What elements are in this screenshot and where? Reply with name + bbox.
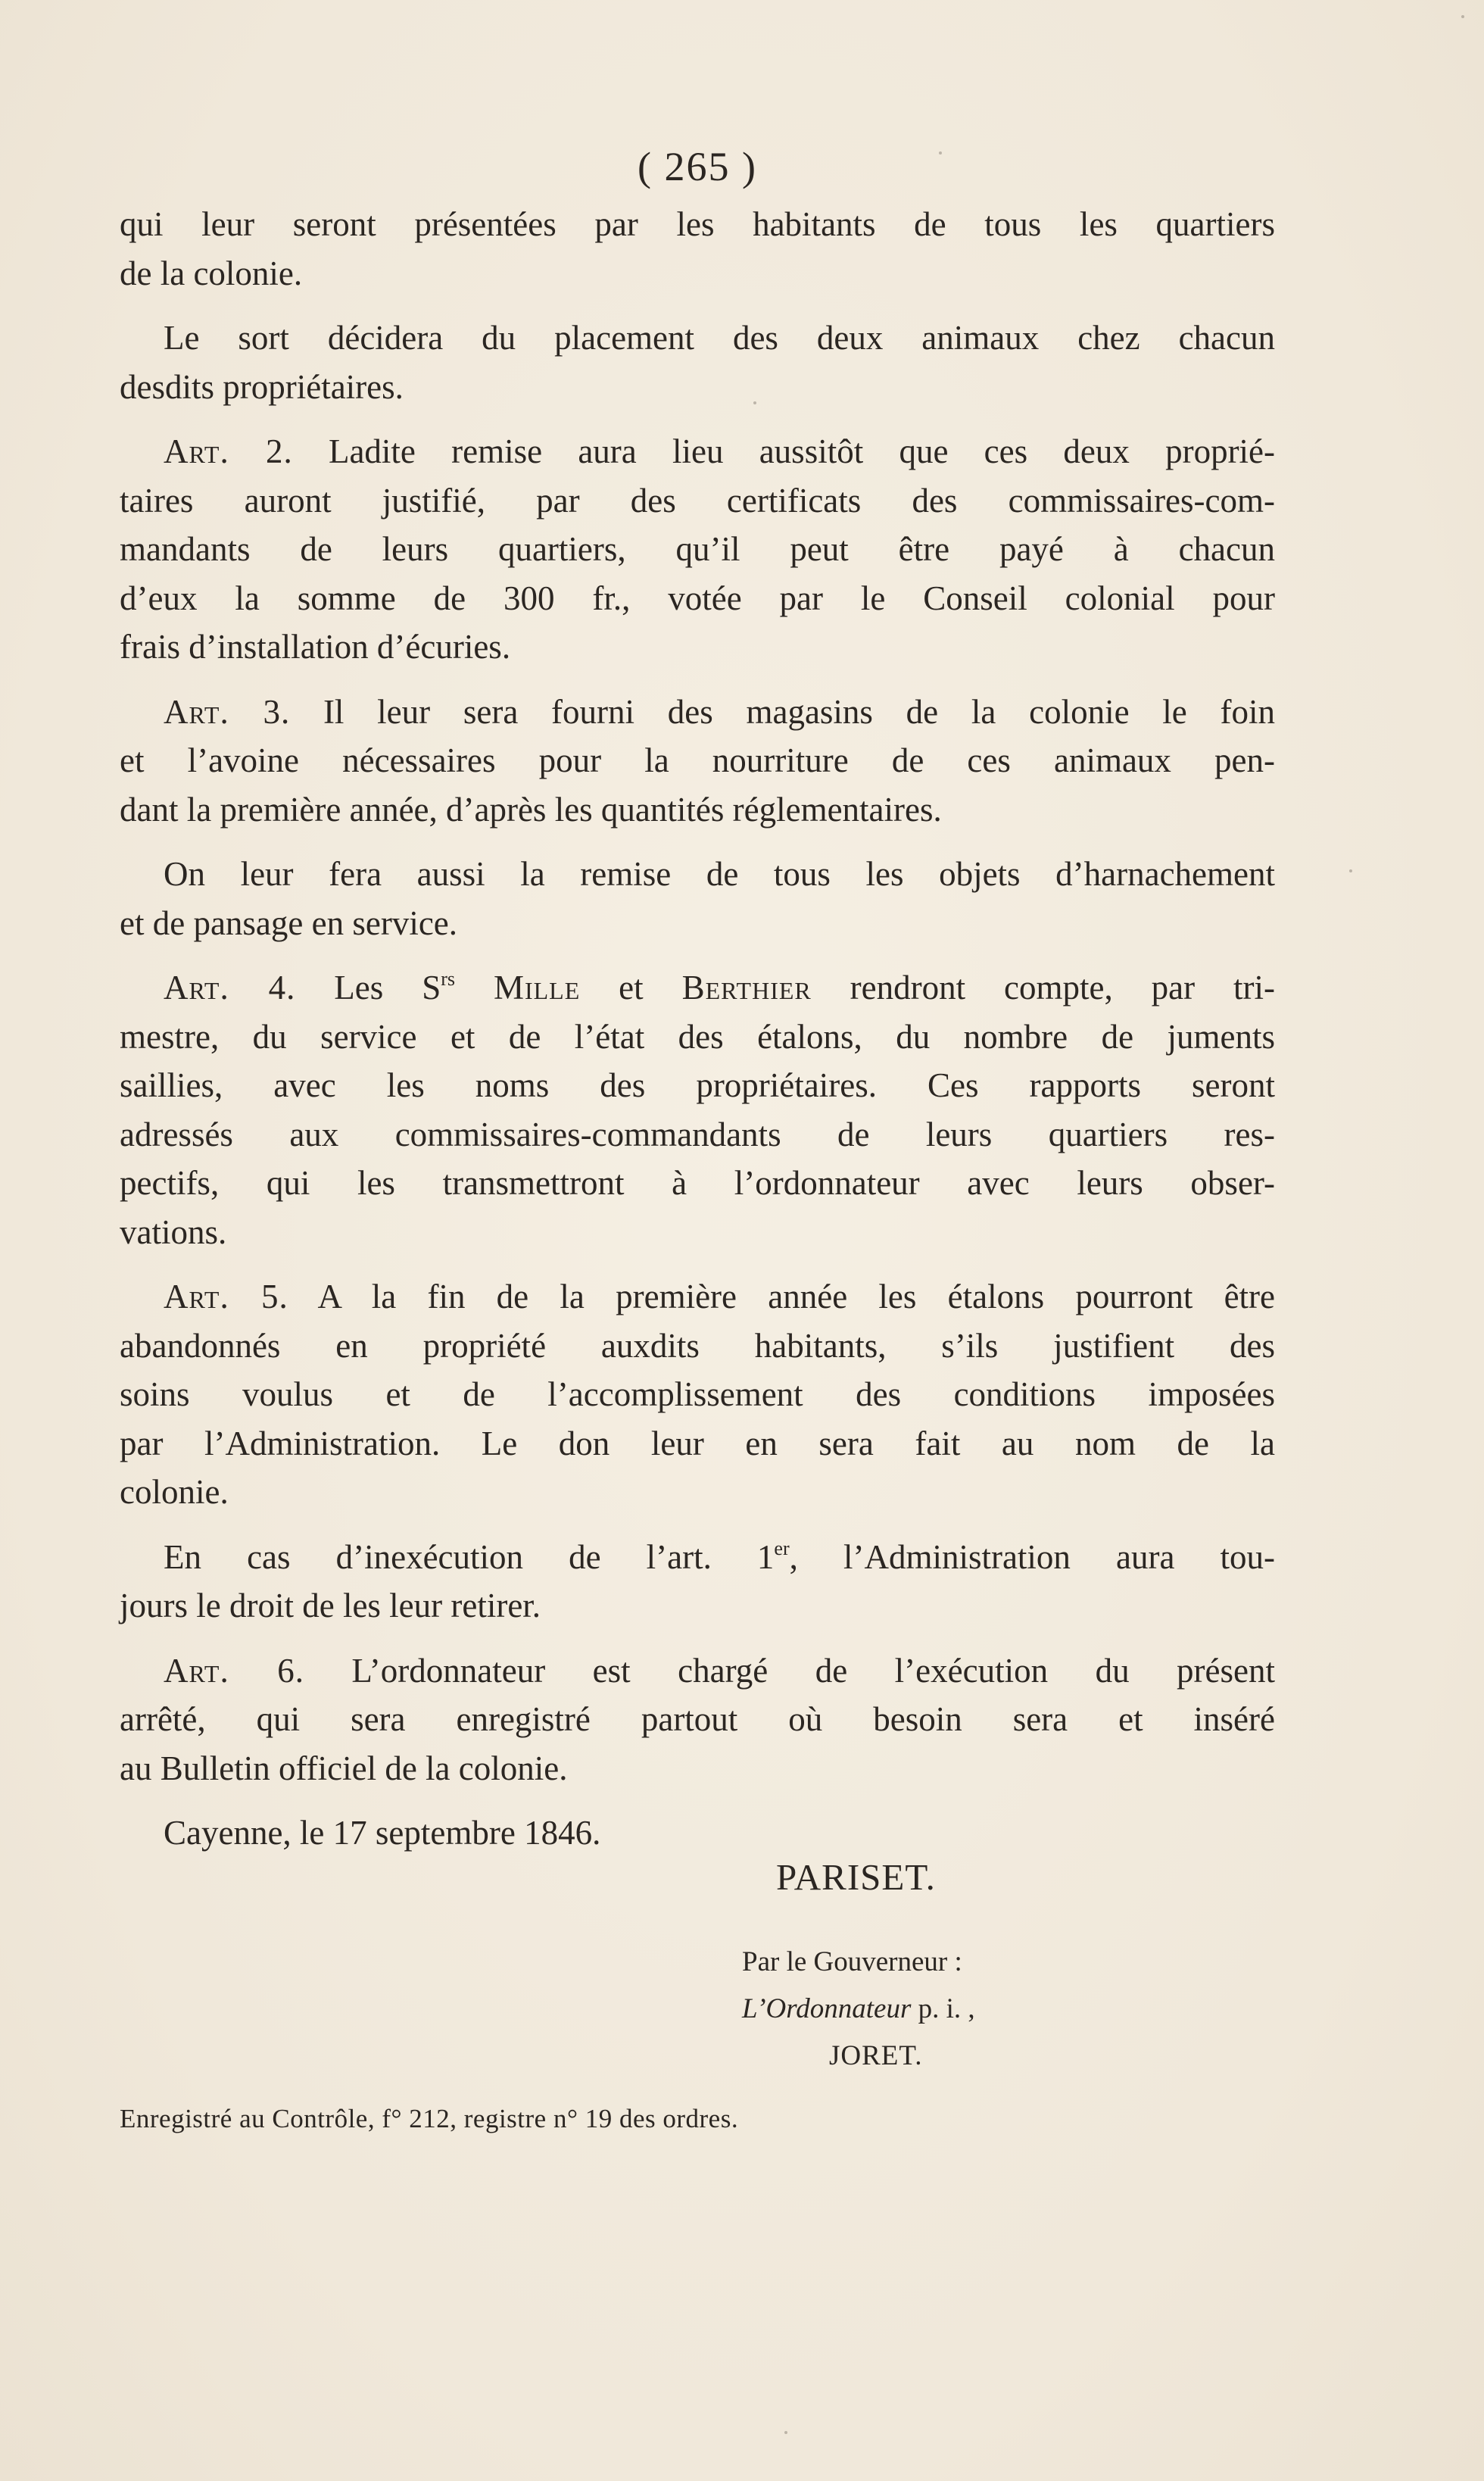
text-line: Cayenne, le 17 septembre 1846. (164, 1814, 601, 1852)
paper-speck (1349, 869, 1352, 872)
text-line: colonie. (120, 1473, 229, 1511)
text-line (120, 963, 1275, 1013)
paragraph-revocation (120, 1533, 1275, 1631)
text-line (120, 1533, 1275, 1582)
text-line (120, 1272, 1275, 1322)
text-line: vations. (120, 1212, 227, 1251)
text-line: mestre, du service et de l’état des étalons, du nombre de juments (120, 1017, 1275, 1056)
text-line: qui leur seront présentées par les habitants de tous les quartiers (120, 205, 1275, 243)
countersign-title-plain: p. i. , (911, 1993, 975, 2024)
article-label: Art. 4. (164, 969, 296, 1006)
registration-note: Enregistré au Contrôle, f° 212, registre n° 19 des ordres. (120, 2104, 739, 2133)
text-line (120, 1646, 1275, 1696)
page-number: ( 265 ) (638, 144, 757, 189)
paper-speck (1461, 15, 1464, 18)
text-line: d’eux la somme de 300 fr., votée par le Conseil colonial pour (120, 579, 1275, 617)
paper-speck (939, 151, 942, 154)
article-label: Art. 3. (164, 692, 291, 731)
text-segment: , l’Administration aura tou- (789, 1537, 1275, 1576)
text-line: et de pansage en service. (120, 903, 458, 942)
paragraph-continuation (120, 200, 1275, 298)
paper-speck (753, 401, 756, 404)
text-line (120, 688, 1275, 737)
text-line: saillies, avec les noms des propriétaires. Ces rapports seront (120, 1066, 1275, 1104)
text-line: adressés aux commissaires-commandants de leurs quartiers res- (120, 1115, 1275, 1153)
paper-speck (784, 2431, 787, 2434)
text-line: desdits propriétaires. (120, 367, 404, 406)
article-2 (120, 427, 1275, 672)
text-segment: Il leur sera fourni des magasins de la colonie le foin (290, 692, 1275, 731)
text-line: et l’avoine nécessaires pour la nourriture de ces animaux pen- (120, 741, 1275, 779)
article-label: Art. 5. (164, 1278, 288, 1315)
superscript: er (774, 1537, 790, 1559)
paragraph-placement (120, 314, 1275, 411)
text-line: taires auront justifié, par des certificats des commissaires-com- (120, 481, 1275, 520)
text-line: mandants de leurs quartiers, qu’il peut être payé à chacun (120, 530, 1275, 568)
text-line: pectifs, qui les transmettront à l’ordonnateur avec leurs obser- (120, 1164, 1275, 1202)
body-text (120, 136, 1275, 1874)
article-5 (120, 1272, 1275, 1517)
signature: PARISET. (776, 1856, 936, 1898)
text-segment: rendront compte, par tri- (811, 969, 1276, 1006)
person-name: Berthier (681, 969, 812, 1006)
article-6 (120, 1646, 1275, 1793)
text-segment: En cas d’inexécution de l’art. 1 (164, 1537, 775, 1576)
text-line: au Bulletin officiel de la colonie. (120, 1749, 568, 1787)
text-segment: L’ordonnateur est chargé de l’exécution du présent (304, 1651, 1275, 1690)
text-line: soins voulus et de l’accomplissement des conditions imposées (120, 1375, 1275, 1413)
article-label: Art. 6. (164, 1651, 304, 1690)
text-segment: et (580, 969, 682, 1006)
text-segment: Ladite remise aura lieu aussitôt que ces deux proprié- (292, 432, 1276, 470)
countersign-authority: Par le Gouverneur : (742, 1946, 962, 1977)
text-line: arrêté, qui sera enregistré partout où besoin sera et inséré (120, 1700, 1275, 1738)
text-line (120, 427, 1275, 476)
countersign-name: JORET. (829, 2040, 923, 2071)
text-line: abandonnés en propriété auxdits habitants, s’ils justifient des (120, 1326, 1275, 1365)
text-line: On leur fera aussi la remise de tous les objets d’harnachement (164, 855, 1275, 893)
text-line: frais d’installation d’écuries. (120, 628, 511, 666)
date-line (120, 1808, 1275, 1858)
text-line: Le sort décidera du placement des deux animaux chez chacun (164, 319, 1275, 357)
countersign-title-italic: L’Ordonnateur (742, 1993, 912, 2024)
article-label: Art. 2. (164, 432, 293, 470)
countersignature (742, 1939, 1075, 2080)
article-4 (120, 963, 1275, 1256)
text-line: jours le droit de les leur retirer. (120, 1587, 541, 1624)
text-segment: Les S (295, 969, 441, 1006)
countersign-title (742, 1986, 1075, 2033)
article-3 (120, 688, 1275, 835)
person-name: Mille (493, 969, 581, 1006)
text-line: dant la première année, d’après les quantités réglementaires. (120, 790, 942, 829)
text-segment: A la fin de la première année les étalons pourront être (288, 1278, 1275, 1315)
superscript: rs (441, 968, 456, 990)
text-line: de la colonie. (120, 254, 303, 292)
text-line: par l’Administration. Le don leur en sera fait au nom de la (120, 1424, 1275, 1462)
paragraph-harness (120, 850, 1275, 947)
